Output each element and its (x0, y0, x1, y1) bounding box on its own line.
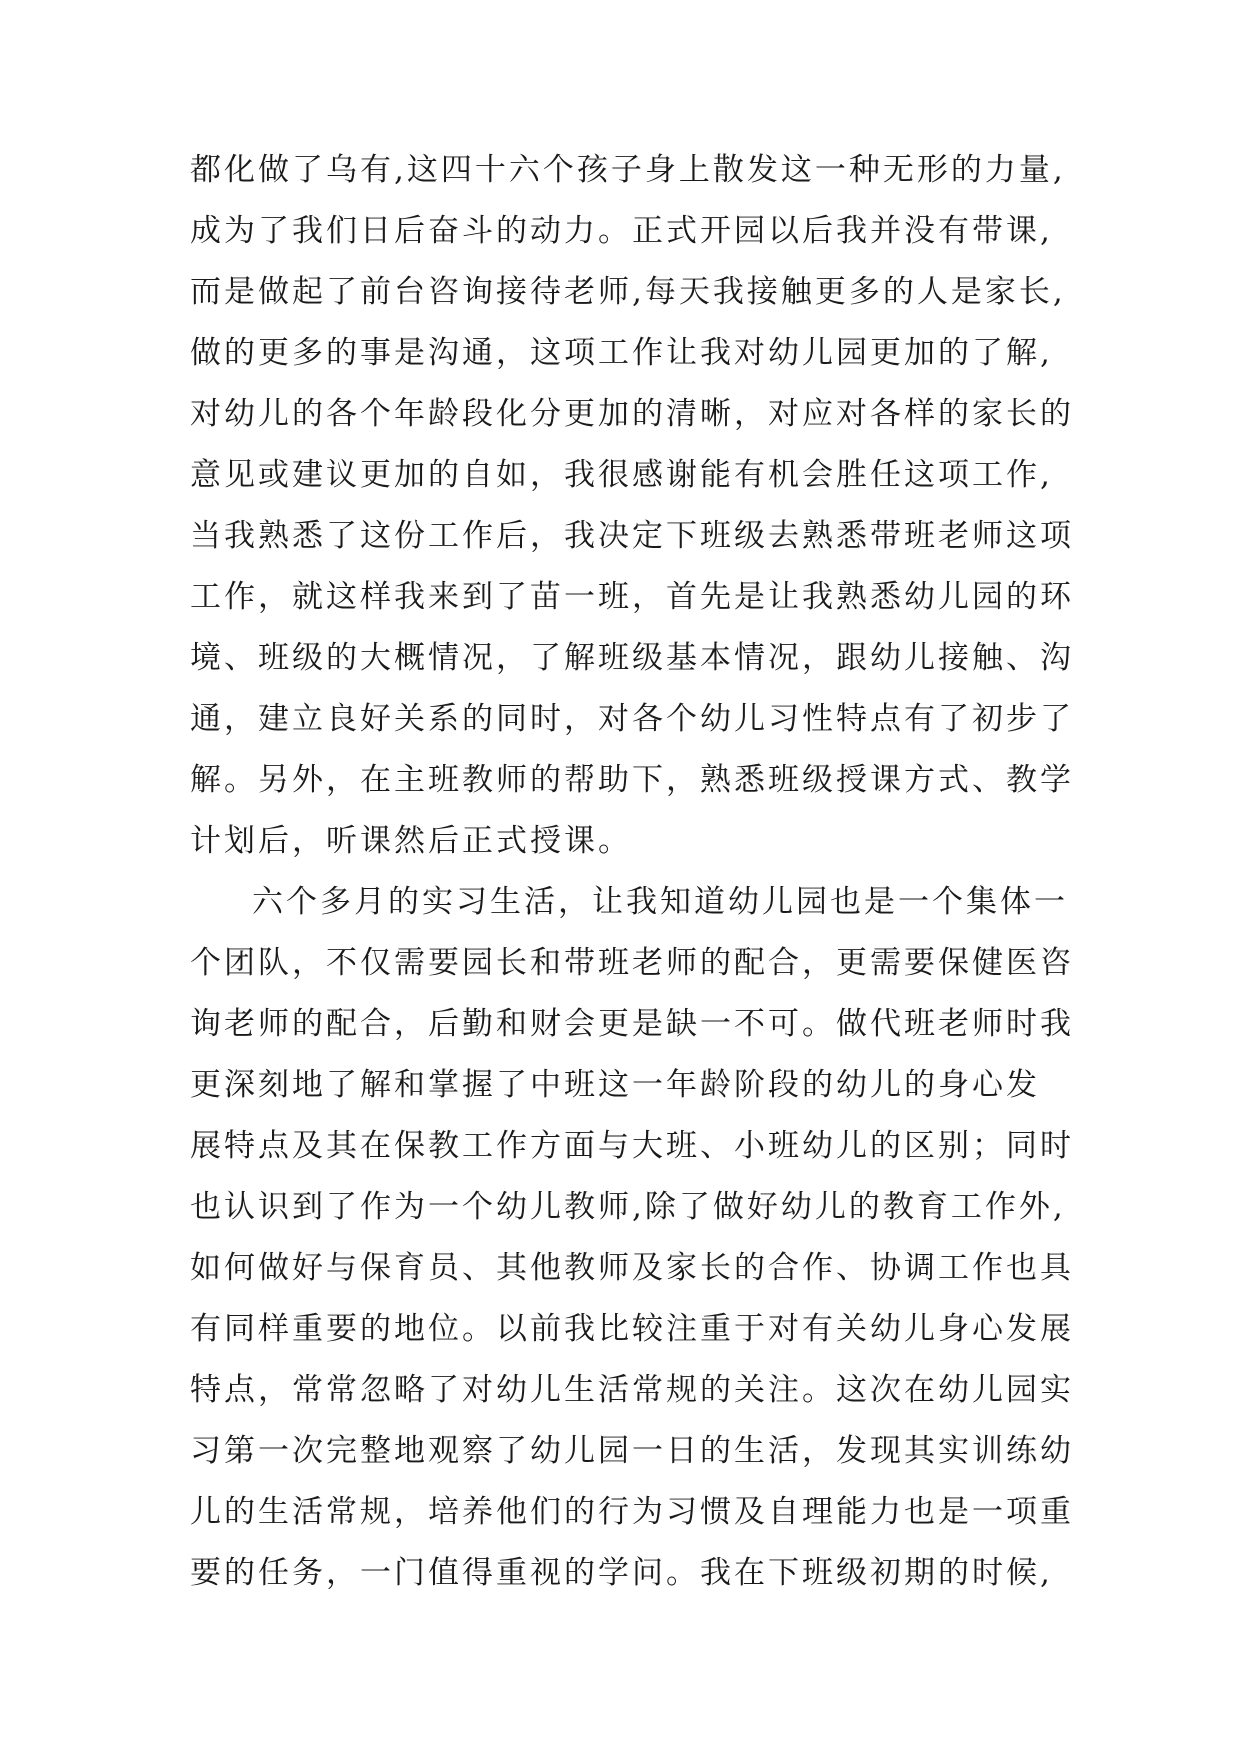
text-line: 成为了我们日后奋斗的动力。正式开园以后我并没有带课, (190, 213, 1053, 249)
text-line: 要的任务，一门值得重视的学问。我在下班级初期的时候, (190, 1555, 1053, 1591)
text-line: 做的更多的事是沟通，这项工作让我对幼儿园更加的了解, (190, 335, 1053, 371)
text-line: 当我熟悉了这份工作后，我决定下班级去熟悉带班老师这项 (190, 518, 1074, 554)
text-line: 儿的生活常规，培养他们的行为习惯及自理能力也是一项重 (190, 1494, 1074, 1530)
text-line: 有同样重要的地位。以前我比较注重于对有关幼儿身心发展 (190, 1311, 1074, 1347)
text-line: 计划后，听课然后正式授课。 (190, 823, 632, 859)
text-line: 意见或建议更加的自如，我很感谢能有机会胜任这项工作, (190, 457, 1053, 493)
text-line: 工作，就这样我来到了苗一班，首先是让我熟悉幼儿园的环 (190, 579, 1074, 615)
text-line: 如何做好与保育员、其他教师及家长的合作、协调工作也具 (190, 1250, 1074, 1286)
text-line: 也认识到了作为一个幼儿教师,除了做好幼儿的教育工作外, (190, 1189, 1066, 1225)
text-line: 解。另外，在主班教师的帮助下，熟悉班级授课方式、教学 (190, 762, 1074, 798)
text-line: 更深刻地了解和掌握了中班这一年龄阶段的幼儿的身心发 (190, 1067, 1040, 1103)
text-line: 个团队，不仅需要园长和带班老师的配合，更需要保健医咨 (190, 945, 1074, 981)
text-line: 询老师的配合，后勤和财会更是缺一不可。做代班老师时我 (190, 1006, 1074, 1042)
text-line: 特点，常常忽略了对幼儿生活常规的关注。这次在幼儿园实 (190, 1372, 1074, 1408)
text-line: 境、班级的大概情况，了解班级基本情况，跟幼儿接触、沟 (190, 640, 1074, 676)
text-line: 对幼儿的各个年龄段化分更加的清晰，对应对各样的家长的 (190, 396, 1074, 432)
text-line: 而是做起了前台咨询接待老师,每天我接触更多的人是家长, (190, 274, 1066, 310)
text-line: 通，建立良好关系的同时，对各个幼儿习性特点有了初步了 (190, 701, 1074, 737)
text-line: 展特点及其在保教工作方面与大班、小班幼儿的区别；同时 (190, 1128, 1074, 1164)
text-line: 都化做了乌有,这四十六个孩子身上散发这一种无形的力量, (190, 152, 1066, 188)
text-line: 习第一次完整地观察了幼儿园一日的生活，发现其实训练幼 (190, 1433, 1074, 1469)
paragraph-first-line: 六个多月的实习生活，让我知道幼儿园也是一个集体一 (252, 884, 1068, 920)
